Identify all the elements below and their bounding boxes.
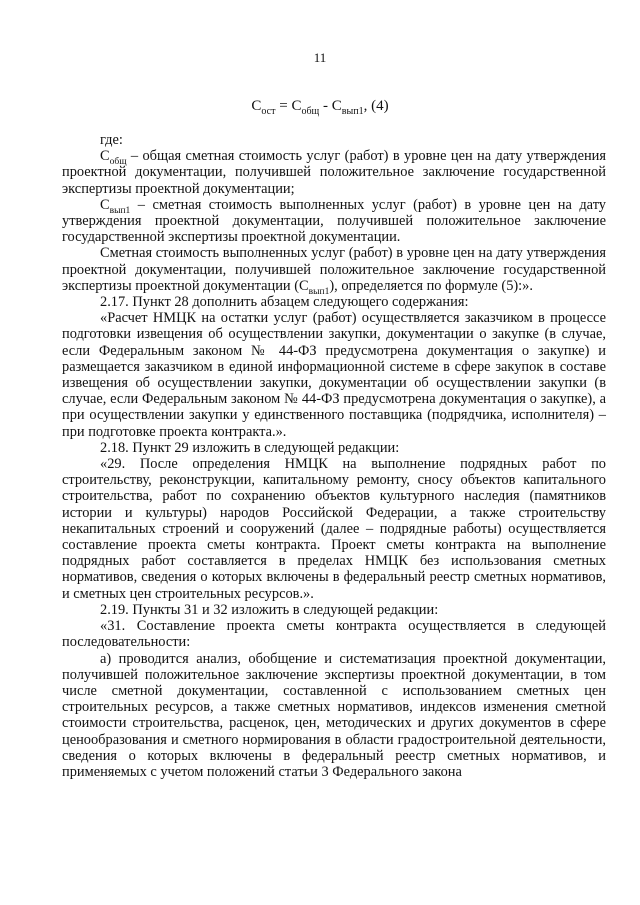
symbol-subscript: вып1 xyxy=(308,286,330,297)
body-text xyxy=(62,132,606,780)
paragraph-2-17: 2.17. Пункт 28 дополнить абзацем следующего содержания: xyxy=(100,294,469,311)
formula-symbol: С xyxy=(331,98,342,114)
paragraph-text: Сметная стоимость выполненных услуг (работ) в уровне цен на дату утверждения проектной документации, получившей положительное заключение государственной экспертизы проектной документации (С xyxy=(62,245,606,294)
definition-text: – общая сметная стоимость услуг (работ) в уровне цен на дату утверждения проектной документации, получившей положительное заключение государственной экспертизы проектной документации; xyxy=(62,148,606,197)
paragraph-item-a: а) проводится анализ, обобщение и систематизация проектной документации, получившей положительное заключение экспертизы проектной документации, в том числе сметной документации, составленной с использованием сметных цен строительных ресурсов, а также сметных нормативов, индексов изменения сметной стоимости строительства, расценок, цен, методических и других документов в сфере ценообразования и сметного нормирования в области градостроительной деятельности, сведения о которых включены в федеральный реестр сметных нормативов, и применяемых с учетом положений статьи 3 Федерального закона xyxy=(62,650,606,780)
symbol: С xyxy=(100,196,110,213)
formula-symbol: С xyxy=(291,98,302,114)
paragraph-text: ), определяется по формуле (5):». xyxy=(329,277,533,294)
paragraph-where: где: xyxy=(100,132,123,148)
formula-symbol: С xyxy=(251,98,262,114)
symbol-subscript: вып1 xyxy=(109,205,131,216)
formula-subscript: ост xyxy=(261,106,276,117)
formula-4 xyxy=(0,98,640,117)
paragraph-estimated-cost xyxy=(62,245,606,297)
symbol-subscript: общ xyxy=(109,157,127,168)
formula-number: , (4) xyxy=(363,98,389,114)
definition-text: – сметная стоимость выполненных услуг (работ) в уровне цен на дату утверждения проектной документации, получившей положительное заключение государственной экспертизы проектной документации. xyxy=(62,196,606,246)
formula-operator: - xyxy=(319,98,332,114)
paragraph-quote-29: «29. После определения НМЦК на выполнение подрядных работ по строительству, реконструкции, капитальному ремонту, сносу объектов капитального строительства, работ по сохранению объектов культурного наследия (памятников истории и культуры) народов Российской Федерации, а также строительству некапитальных строений и сооружений (далее – подрядные работы) осуществляется составление проекта сметы контракта. Проект сметы контракта на выполнение подрядных работ составляется в пределах НМЦК без использования сметных нормативов, сведения о которых включены в федеральный реестр сметных нормативов, и сметных цен строительных ресурсов.». xyxy=(62,456,606,602)
paragraph-quote-31: «31. Составление проекта сметы контракта осуществляется в следующей последовательности: xyxy=(62,618,606,651)
paragraph-2-18: 2.18. Пункт 29 изложить в следующей редакции: xyxy=(100,439,400,456)
paragraph-quote-28: «Расчет НМЦК на остатки услуг (работ) осуществляется заказчиком в процессе подготовки извещения об осуществлении закупки, документации о закупке (в случае, если Федеральным законом № 44-ФЗ предусмотрена документация о закупке) и размещается заказчиком в единой информационной системе в сфере закупок в составе извещения об осуществлении закупки, документации об осуществлении закупки (в случае, если Федеральным законом № 44-ФЗ предусмотрена документация о закупке), а при осуществлении закупки у единственного поставщика (подрядчика, исполнителя) – при подготовке проекта контракта.». xyxy=(62,310,606,440)
page-number: 11 xyxy=(313,50,327,65)
paragraph-c-done xyxy=(62,197,606,246)
formula-subscript: общ xyxy=(301,106,320,117)
paragraph-2-19: 2.19. Пункты 31 и 32 изложить в следующей редакции: xyxy=(100,601,439,618)
symbol: С xyxy=(100,148,110,165)
formula-subscript: вып1 xyxy=(341,106,364,117)
formula-operator: = xyxy=(275,98,292,114)
paragraph-c-total xyxy=(62,148,606,197)
